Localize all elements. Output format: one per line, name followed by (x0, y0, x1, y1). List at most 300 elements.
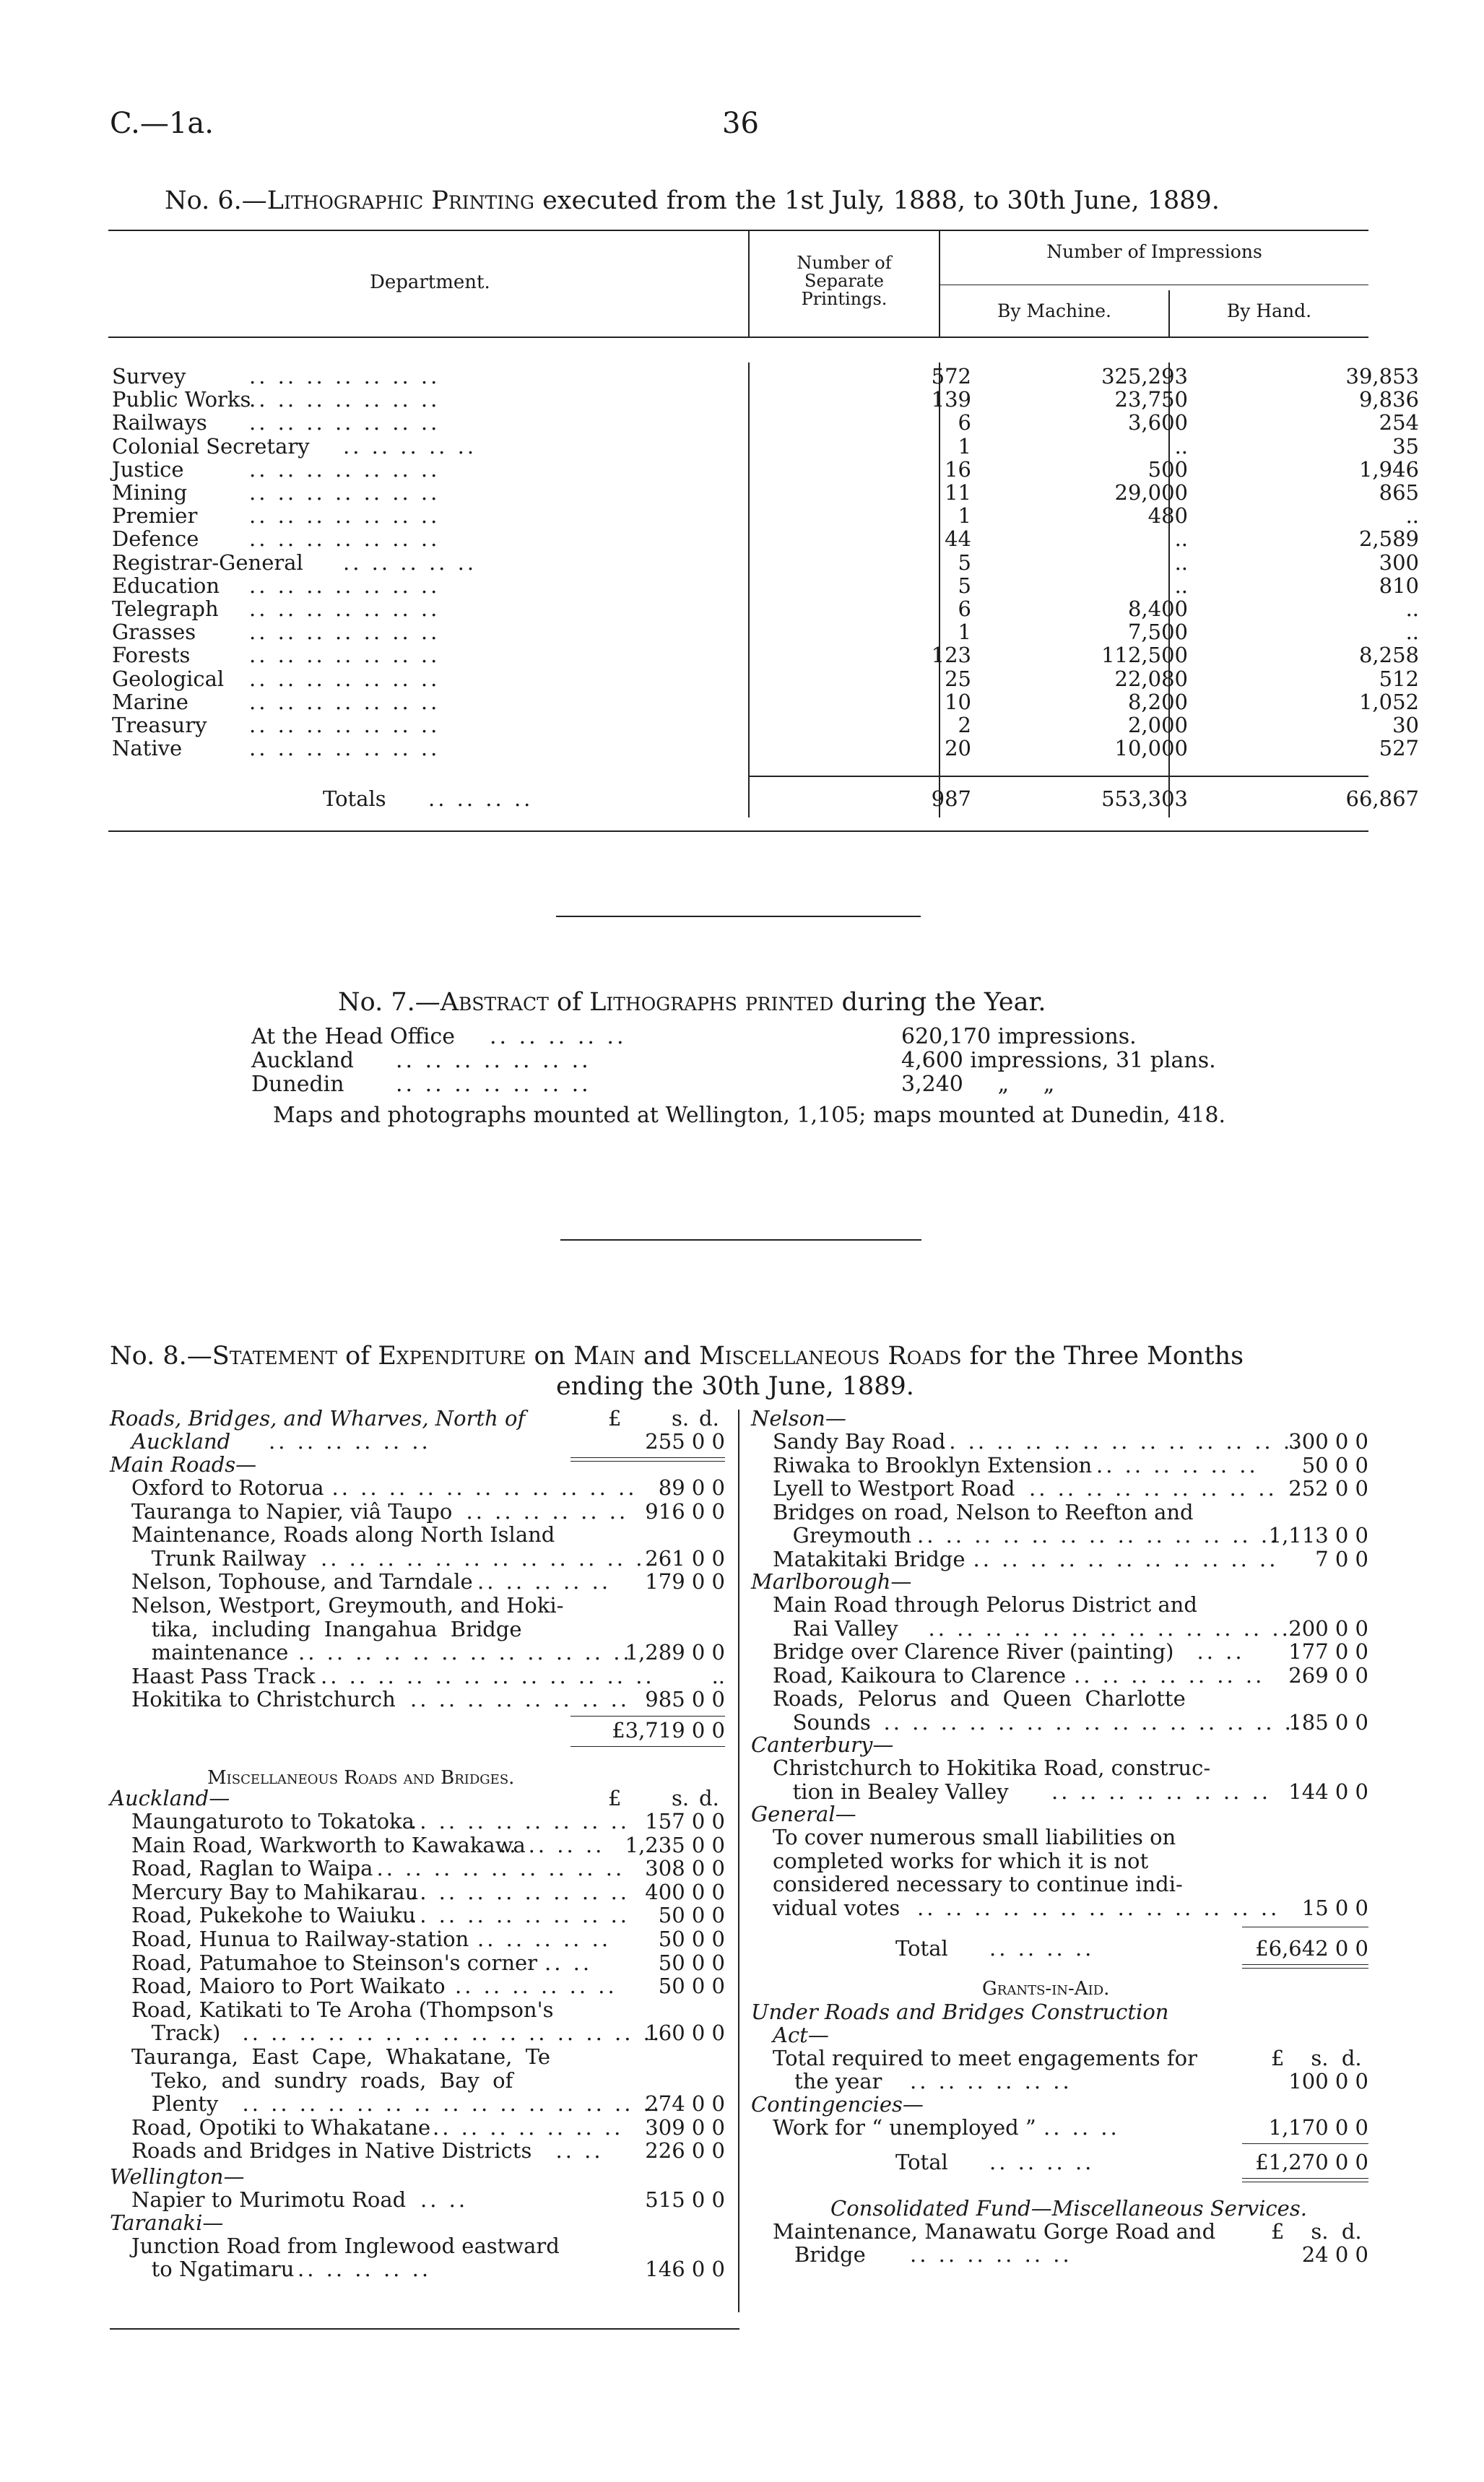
hand-cell: 30 (1392, 713, 1419, 737)
leader: .. .. .. .. .. .. .. .. .. .. .. .. .. .. .. (242, 2021, 663, 2046)
expenditure-line: maintenance (131, 1640, 289, 1665)
expenditure-amount: 7 0 0 (1315, 1547, 1368, 1571)
expenditure-line: Road, Opotiki to Whakatane (131, 2114, 431, 2140)
expenditure-line: To cover numerous small liabilities on (773, 1825, 1176, 1849)
printings-cell: 44 (945, 526, 971, 552)
leader: .. .. .. .. .. .. .. .. .. .. .. .. .. .. .. (242, 2091, 663, 2117)
expenditure-line: considered necessary to continue indi- (773, 1872, 1183, 1897)
left-hdr-roads: Roads, Bridges, and Wharves, North of (110, 1406, 526, 1431)
department-name: Public Works (112, 387, 251, 412)
hand-cell: 39,853 (1345, 364, 1419, 389)
separator-1 (556, 916, 921, 917)
rule (570, 1457, 725, 1458)
printings-cell: 1 (958, 620, 971, 645)
expenditure-line: Tauranga to Napier, viâ Taupo (131, 1498, 453, 1524)
printings-cell: 11 (945, 480, 971, 505)
table6-row (112, 573, 1419, 598)
department-name: Marine (112, 689, 188, 714)
expenditure-line: Nelson, Tophouse, and Tarndale (131, 1569, 473, 1594)
totals-hand: 66,867 (1345, 786, 1419, 811)
expenditure-line: Teko, and sundry roads, Bay of (131, 2067, 513, 2093)
hand-cell: .. (1405, 620, 1419, 645)
leader: .. .. .. .. .. .. .. (249, 410, 441, 435)
leader: .. .. .. .. (989, 1936, 1095, 1961)
leader: .. .. .. .. .. .. .. (249, 666, 441, 691)
machine-cell: 8,400 (1127, 596, 1188, 621)
printings-cell: 139 (931, 387, 971, 412)
impressions-header: Number of Impressions (1046, 241, 1262, 262)
leader: .. .. (1197, 1639, 1245, 1665)
machine-header: By Machine. (997, 300, 1111, 321)
leader: .. .. .. .. .. .. .. (249, 387, 441, 412)
hand-cell: 300 (1379, 550, 1419, 575)
leader: .. .. (544, 1950, 593, 1975)
page-number: 36 (722, 107, 759, 140)
hand-cell: 865 (1379, 480, 1419, 505)
department-name: Treasury (112, 713, 207, 737)
table6-row (112, 620, 1419, 645)
leader: .. .. .. .. .. (490, 1024, 627, 1049)
leader: .. .. .. .. .. .. .. (249, 503, 441, 529)
expenditure-amount: 179 0 0 (645, 1569, 725, 1594)
expenditure-amount: 157 0 0 (645, 1809, 725, 1834)
expenditure-amount: 261 0 0 (645, 1545, 725, 1571)
grants-title: Grants-in-Aid. (982, 1978, 1110, 2000)
expenditure-line: Hokitika to Christchurch (131, 1687, 396, 1712)
general-heading: General— (751, 1802, 856, 1826)
expenditure-line: Main Road through Pelorus District and (773, 1592, 1197, 1617)
leader: .. .. .. .. .. .. .. .. (1051, 1779, 1272, 1804)
printings-cell: 16 (945, 456, 971, 482)
expenditure-line: Road, Maioro to Port Waikato (131, 1974, 446, 1999)
expenditure-amount: 200 0 0 (1288, 1615, 1368, 1641)
hand-cell: 35 (1392, 433, 1419, 459)
no8-left-column (110, 1407, 738, 2331)
department-name: Geological (112, 666, 225, 691)
printings-cell: 5 (958, 573, 971, 598)
table6-row (112, 736, 1419, 761)
total-required-line1: Total required to meet engagements for (773, 2046, 1197, 2070)
expenditure-line: Roads and Bridges in Native Districts (131, 2138, 532, 2164)
hand-cell: 254 (1379, 410, 1419, 435)
expenditure-line: Oxford to Rotorua (131, 1475, 324, 1500)
table6-vrule-1 (748, 230, 750, 337)
expenditure-line: completed works for which it is not (773, 1848, 1149, 1873)
department-name: Native (112, 736, 183, 761)
leader: .. .. .. .. (989, 2150, 1095, 2174)
table6-bottom-rule (108, 830, 1368, 832)
expenditure-line: Mercury Bay to Mahikarau (131, 1879, 419, 1904)
leader: .. .. .. .. .. .. .. (249, 364, 441, 389)
rule (1242, 1968, 1368, 1969)
leader: .. .. .. .. .. (298, 2257, 432, 2281)
department-name: Railways (112, 410, 207, 435)
expenditure-line: Tauranga, East Cape, Whakatane, Te (131, 2044, 551, 2069)
nelson-heading: Nelson— (751, 1406, 846, 1431)
expenditure-amount: 50 0 0 (658, 1974, 725, 1999)
machine-cell: 10,000 (1114, 736, 1188, 761)
left-hdr-d: d. (699, 1406, 719, 1431)
general-list (751, 1826, 1372, 1927)
table6-row (112, 387, 1419, 412)
leader: .. .. .. .. .. .. (455, 1974, 617, 1999)
expenditure-line: tion in Bealey Valley (773, 1779, 1009, 1804)
table6-row (112, 713, 1419, 737)
leader: .. .. (555, 2138, 604, 2164)
leader: .. .. .. .. .. .. .. (249, 526, 441, 552)
expenditure-line: tika, including Inangahua Bridge (131, 1616, 522, 1641)
misc-roads-title: Miscellaneous Roads and Bridges. (207, 1767, 515, 1789)
leader: .. .. .. .. .. .. .. .. .. .. .. .. (298, 1640, 633, 1665)
leader: .. .. .. .. .. .. .. .. (410, 1879, 630, 1904)
hand-cell: 2,589 (1358, 526, 1419, 552)
leader: .. .. .. .. .. .. .. (396, 1072, 591, 1097)
no7-note: Maps and photographs mounted at Wellington, 1,105; maps mounted at Dunedin, 418. (273, 1103, 1226, 1128)
abstract-place: Dunedin (251, 1072, 344, 1097)
contingencies-heading: Contingencies— (751, 2092, 924, 2117)
unemployed-amount: 1,170 0 0 (1268, 2115, 1368, 2140)
leader: .. .. .. .. .. (477, 1569, 612, 1594)
expenditure-line: Track) (131, 2021, 221, 2046)
expenditure-amount: 144 0 0 (1288, 1779, 1368, 1804)
machine-cell: 2,000 (1127, 713, 1188, 737)
no7-title: No. 7.—Abstract of Lithographs printed during the Year. (338, 988, 1046, 1017)
leader: .. .. .. .. .. .. .. .. (410, 1809, 630, 1834)
expenditure-line: Riwaka to Brooklyn Extension (773, 1452, 1093, 1478)
canterbury-list (751, 1756, 1372, 1807)
table6-row (112, 503, 1419, 529)
nelson-list (751, 1430, 1372, 1574)
machine-cell: 112,500 (1101, 643, 1188, 668)
wellington-heading: Wellington— (110, 2164, 245, 2189)
misc-hdr-d: d. (699, 1786, 719, 1810)
consolidated-title: Consolidated Fund—Miscellaneous Services. (830, 2196, 1307, 2221)
expenditure-line: Trunk Railway (131, 1545, 306, 1571)
table6-row (112, 364, 1419, 389)
table6-row (112, 643, 1419, 668)
expenditure-line: Sounds (773, 1710, 871, 1735)
leader: .. .. .. .. .. .. .. .. .. (376, 1856, 625, 1881)
expenditure-line: Roads, Pelorus and Queen Charlotte (773, 1686, 1186, 1711)
taranaki-line2: to Ngatimaru (131, 2257, 295, 2281)
machine-cell: 480 (1147, 503, 1188, 529)
printings-cell: 123 (931, 643, 971, 668)
machine-cell: 8,200 (1127, 689, 1188, 714)
department-name: Forests (112, 643, 191, 668)
machine-cell: 7,500 (1127, 620, 1188, 645)
printings-header: Number of Separate Printings. (797, 253, 892, 309)
expenditure-amount: 50 0 0 (658, 1927, 725, 1951)
expenditure-line: Road, Patumahoe to Steinson's corner (131, 1950, 538, 1975)
table6-header-rule (108, 337, 1368, 338)
printings-cell: 10 (945, 689, 971, 714)
no8-center-divider (738, 1410, 739, 2312)
leader: .. .. .. .. .. .. .. (396, 1048, 591, 1073)
leader: .. .. .. .. .. (477, 1927, 612, 1951)
leader: .. .. .. .. .. .. .. .. .. .. .. (973, 1547, 1279, 1571)
total2-label: Total (895, 2150, 948, 2174)
maintenance-amount: 24 0 0 (1301, 2242, 1368, 2267)
table6-row (112, 666, 1419, 691)
leader: .. .. .. (1043, 2115, 1120, 2140)
left-hdr-s: s. (672, 1406, 690, 1431)
department-name: Justice (112, 456, 184, 482)
hand-header: By Hand. (1226, 300, 1312, 321)
expenditure-line: Road, Raglan to Waipa (131, 1856, 373, 1881)
expenditure-line: vidual votes (773, 1895, 901, 1920)
hand-cell: 9,836 (1358, 387, 1419, 412)
expenditure-line: Road, Kaikoura to Clarence (773, 1662, 1067, 1688)
table6-top-rule (108, 230, 1368, 231)
leader: .. .. .. .. .. .. (1096, 1452, 1259, 1478)
leader: .. .. .. .. .. .. (269, 1429, 431, 1454)
no8-title-line1: No. 8.—Statement of Expenditure on Main and Miscellaneous Roads for the Three Months (110, 1342, 1244, 1371)
table6-row (112, 480, 1419, 505)
expenditure-line: Maintenance, Roads along North Island (131, 1522, 555, 1548)
expenditure-amount: 1,289 0 0 (625, 1640, 725, 1665)
expenditure-line: Road, Katikati to Te Aroha (Thompson's (131, 1997, 554, 2022)
totals-label: Totals (323, 786, 386, 811)
table6-totals-row (112, 786, 1419, 813)
no7-list (251, 1024, 1262, 1103)
table6-totals-rule (748, 776, 1368, 777)
maintenance-line2: Bridge (794, 2242, 866, 2267)
under-act-line1: Under Roads and Bridges Construction (751, 2000, 1169, 2024)
machine-cell: .. (1174, 433, 1188, 459)
department-name: Survey (112, 364, 186, 389)
machine-cell: 325,293 (1101, 364, 1188, 389)
under-act-line2: Act— (773, 2023, 829, 2047)
leader: .. .. .. .. .. .. .. .. .. .. .. .. .. .. .. (883, 1710, 1304, 1735)
expenditure-line: Bridges on road, Nelson to Reefton and (773, 1499, 1194, 1524)
department-name: Premier (112, 503, 198, 529)
table6-row (112, 433, 1419, 459)
expenditure-amount: 177 0 0 (1288, 1639, 1368, 1665)
table6-row (112, 526, 1419, 552)
abstract-value: 3,240 „ „ (901, 1072, 1055, 1097)
left-hdr-pound: £ (608, 1406, 622, 1431)
printings-cell: 2 (958, 713, 971, 737)
leader: .. .. .. .. .. .. .. .. .. .. .. .. .. (917, 1895, 1280, 1920)
expenditure-line: Bridge over Clarence River (painting) (773, 1639, 1174, 1665)
marlborough-list (751, 1593, 1372, 1737)
department-name: Telegraph (112, 596, 219, 621)
expenditure-line: Matakitaki Bridge (773, 1547, 966, 1571)
leader: .. .. .. .. .. .. .. (249, 596, 441, 621)
unemployed-line: Work for “ unemployed ” (773, 2115, 1036, 2140)
expenditure-amount: 308 0 0 (645, 1856, 725, 1881)
taranaki-heading: Taranaki— (110, 2210, 224, 2235)
printings-cell: 6 (958, 596, 971, 621)
maintenance-line1: Maintenance, Manawatu Gorge Road and (773, 2219, 1216, 2244)
machine-cell: .. (1174, 526, 1188, 552)
total-required-amount: 100 0 0 (1288, 2069, 1368, 2093)
maintenance-header: £ s. d. (1271, 2219, 1362, 2244)
misc-hdr-pound: £ (608, 1786, 622, 1810)
leader: .. .. .. .. .. (343, 550, 477, 575)
department-name: Defence (112, 526, 199, 552)
expenditure-amount: 50 0 0 (658, 1903, 725, 1928)
expenditure-amount: 50 0 0 (1301, 1452, 1368, 1478)
taranaki-amount: 146 0 0 (645, 2257, 725, 2281)
total-required-header: £ s. d. (1271, 2046, 1362, 2070)
rule (570, 1716, 725, 1717)
left-hdr-auckland: Auckland (131, 1429, 231, 1454)
main-roads-heading: Main Roads— (110, 1452, 257, 1477)
expenditure-amount: 252 0 0 (1288, 1476, 1368, 1501)
rule (570, 1746, 725, 1747)
leader: .. .. .. .. .. .. .. (249, 573, 441, 598)
page-ref: C.—1a. (110, 107, 214, 140)
leader: .. .. .. .. .. .. (910, 2242, 1072, 2267)
expenditure-line: Road, Pukekohe to Waiuku (131, 1903, 416, 1928)
leader: .. .. .. .. (500, 1832, 605, 1857)
expenditure-line: Road, Hunua to Railway-station (131, 1927, 469, 1951)
department-name: Colonial Secretary (112, 433, 310, 459)
leader: .. .. .. .. .. .. .. (249, 480, 441, 505)
machine-cell: .. (1174, 573, 1188, 598)
hand-cell: 1,946 (1358, 456, 1419, 482)
expenditure-amount: 185 0 0 (1288, 1710, 1368, 1735)
printings-cell: 1 (958, 433, 971, 459)
marlborough-heading: Marlborough— (751, 1569, 912, 1594)
leader: .. .. .. .. .. (343, 433, 477, 459)
expenditure-line: Lyell to Westport Road (773, 1476, 1015, 1501)
expenditure-amount: 269 0 0 (1288, 1662, 1368, 1688)
machine-cell: 23,750 (1114, 387, 1188, 412)
expenditure-line: Greymouth (773, 1523, 912, 1548)
expenditure-amount: 985 0 0 (645, 1687, 725, 1712)
leader: .. .. .. .. .. .. .. .. (410, 1903, 630, 1928)
expenditure-amount: 226 0 0 (645, 2138, 725, 2164)
expenditure-line: Maungaturoto to Tokatoka (131, 1809, 415, 1834)
table6-row (112, 456, 1419, 482)
machine-cell: .. (1174, 550, 1188, 575)
totals-leader: .. .. .. .. (428, 786, 534, 811)
machine-cell: 500 (1147, 456, 1188, 482)
leader: .. .. .. .. .. .. .. (249, 689, 441, 714)
rule (1242, 2178, 1368, 2179)
leader: .. .. .. .. .. .. .. (249, 620, 441, 645)
rule (1242, 2143, 1368, 2144)
left-hdr-auckland-amount: 255 0 0 (645, 1429, 725, 1454)
expenditure-amount: 274 0 0 (645, 2091, 725, 2117)
hand-cell: .. (1405, 503, 1419, 529)
expenditure-amount: .. (711, 1663, 725, 1688)
abstract-place: Auckland (251, 1048, 354, 1073)
printings-cell: 1 (958, 503, 971, 529)
printings-cell: 6 (958, 410, 971, 435)
abstract-value: 4,600 impressions, 31 plans. (901, 1048, 1216, 1073)
separator-2 (560, 1239, 921, 1241)
wellington-amount: 515 0 0 (645, 2187, 725, 2212)
machine-cell: 29,000 (1114, 480, 1188, 505)
leader: .. .. (420, 2187, 469, 2212)
rule (1242, 1964, 1368, 1965)
expenditure-amount: 300 0 0 (1288, 1429, 1368, 1454)
abstract-place: At the Head Office (251, 1024, 455, 1049)
table6-body (112, 364, 1419, 769)
table6-row (112, 596, 1419, 621)
expenditure-amount: 916 0 0 (645, 1498, 725, 1524)
main-roads-subtotal: £3,719 0 0 (612, 1718, 725, 1743)
table6-row (112, 550, 1419, 575)
hand-cell: 8,258 (1358, 643, 1419, 668)
expenditure-amount: 400 0 0 (645, 1879, 725, 1904)
total-label: Total (895, 1936, 948, 1961)
total-required-line2: the year (794, 2069, 882, 2093)
printings-cell: 572 (931, 364, 971, 389)
printings-cell: 5 (958, 550, 971, 575)
totals-machine: 553,303 (1101, 786, 1188, 811)
leader: .. .. .. .. .. .. .. (249, 456, 441, 482)
expenditure-line: Christchurch to Hokitika Road, construc- (773, 1756, 1211, 1780)
leader: .. .. .. .. .. .. .. .. .. .. .. .. .. (928, 1615, 1291, 1641)
table6-row (112, 410, 1419, 435)
expenditure-amount: 1,235 0 0 (625, 1832, 725, 1857)
misc-roads-list (110, 1810, 731, 2165)
leader: .. .. .. .. .. .. .. .. .. .. .. (331, 1475, 638, 1500)
total2-amount: £1,270 0 0 (1255, 2150, 1368, 2174)
wellington-line: Napier to Murimotu Road (131, 2187, 407, 2212)
expenditure-amount: 160 0 0 (645, 2021, 725, 2046)
canterbury-heading: Canterbury— (751, 1732, 894, 1757)
machine-cell: 22,080 (1114, 666, 1188, 691)
expenditure-amount: 309 0 0 (645, 2114, 725, 2140)
leader: .. .. .. .. .. .. (910, 2069, 1072, 2093)
table6-title: No. 6.—Lithographic Printing executed from the 1st July, 1888, to 30th June, 1889. (165, 186, 1220, 215)
expenditure-amount: 50 0 0 (658, 1950, 725, 1975)
hand-cell: 512 (1379, 666, 1419, 691)
hand-cell: 527 (1379, 736, 1419, 761)
machine-cell: 3,600 (1127, 410, 1188, 435)
department-name: Grasses (112, 620, 196, 645)
leader: .. .. .. .. .. .. .. .. .. (1029, 1476, 1277, 1501)
expenditure-line: Haast Pass Track (131, 1663, 316, 1688)
hand-cell: 810 (1379, 573, 1419, 598)
leader: .. .. .. .. .. .. (466, 1498, 629, 1524)
department-header: Department. (370, 272, 490, 293)
no8-title-line2: ending the 30th June, 1889. (556, 1372, 914, 1401)
expenditure-line: Rai Valley (773, 1615, 898, 1641)
hand-cell: .. (1405, 596, 1419, 621)
leader: .. .. .. .. .. .. .. .. .. .. .. .. (321, 1663, 655, 1688)
total-amount: £6,642 0 0 (1255, 1936, 1368, 1961)
expenditure-amount: 89 0 0 (658, 1475, 725, 1500)
expenditure-line: Main Road, Warkworth to Kawakawa (131, 1832, 526, 1857)
leader: .. .. .. .. .. .. .. .. (410, 1687, 630, 1712)
expenditure-amount: 1,113 0 0 (1268, 1523, 1368, 1548)
leader: .. .. .. .. .. .. .. (433, 2114, 624, 2140)
main-roads-list (110, 1476, 731, 1714)
rule (570, 1461, 725, 1462)
leader: .. .. .. .. .. .. .. (1074, 1662, 1265, 1688)
misc-auckland-heading: Auckland— (110, 1786, 230, 1810)
hand-cell: 1,052 (1358, 689, 1419, 714)
department-name: Education (112, 573, 220, 598)
expenditure-line: Plenty (131, 2091, 219, 2117)
leader: .. .. .. .. .. .. .. (249, 736, 441, 761)
totals-printings: 987 (931, 786, 971, 811)
expenditure-amount: 15 0 0 (1301, 1895, 1368, 1920)
leader: .. .. .. .. .. .. .. .. .. .. .. .. .. (917, 1523, 1280, 1548)
leader: .. .. .. .. .. .. .. .. .. .. .. .. .. (940, 1429, 1303, 1454)
table6-row (112, 689, 1419, 714)
department-name: Registrar-General (112, 550, 303, 575)
leader: .. .. .. .. .. .. .. (249, 713, 441, 737)
taranaki-line1: Junction Road from Inglewood eastward (131, 2234, 560, 2258)
expenditure-line: Nelson, Westport, Greymouth, and Hoki- (131, 1593, 564, 1618)
